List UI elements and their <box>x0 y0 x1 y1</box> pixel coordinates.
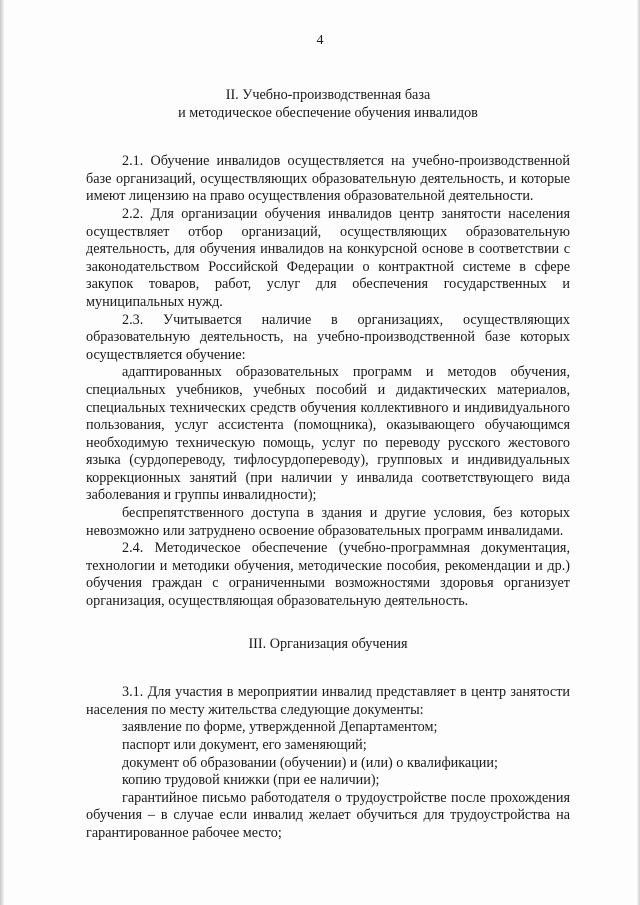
document-body <box>86 87 570 843</box>
page-number: 4 <box>316 33 324 48</box>
document-list-item: заявление по форме, утвержденной Департаментом; <box>122 719 438 736</box>
document-list-item: гарантийное письмо работодателя о трудоустройстве после прохождения обучения – в случае если инвалид желает обучиться для трудоустройства на гарантированное рабочее место; <box>86 789 570 841</box>
document-list-item: документ об образовании (обучении) и (или) о квалификации; <box>122 754 498 771</box>
section-2-title-line-2: и методическое обеспечение обучения инвалидов <box>178 104 478 121</box>
paragraph-2-2: 2.2. Для организации обучения инвалидов центр занятости населения осуществляет отбор организаций, осуществляющих образовательную деятельность, для обучения инвалидов на конкурсной основе в соответствии с законодательством Российской Федерации о контрактной системе в сфере закупок товаров, работ, услуг для обеспечения государственных и муниципальных нужд. <box>86 205 570 310</box>
paragraph-2-1: 2.1. Обучение инвалидов осуществляется на учебно-производственной базе организаций, осуществляющих образовательную деятельность, и которые имеют лицензию на право осуществления образовательной деятельности. <box>86 153 570 205</box>
paragraph-2-3-item-a: адаптированных образовательных программ и методов обучения, специальных учебников, учебных пособий и дидактических материалов, специальных технических средств обучения коллективного и индивидуального пользования, услуг ассистента (помощника), оказывающего обучающимся необходимую техническую помощь, услуг по переводу русского жестового языка (сурдопереводу, тифлосурдопереводу), групповых и индивидуальных коррекционных занятий (при наличии у инвалида соответствующего вида заболевания и группы инвалидности); <box>86 364 570 504</box>
document-list-item: паспорт или документ, его заменяющий; <box>122 737 367 753</box>
section-3-title: III. Организация обучения <box>248 635 408 652</box>
paragraph-2-4: 2.4. Методическое обеспечение (учебно-программная документация, технологии и методики обучения, методические пособия, рекомендации и др.) обучения граждан с ограниченными возможностями здоровья организует организация, осуществляющая образовательную деятельность. <box>86 540 570 610</box>
scan-edge-left <box>0 0 4 905</box>
document-list-item: копию трудовой книжки (при ее наличии); <box>122 772 380 789</box>
paragraph-2-3: 2.3. Учитывается наличие в организациях, осуществляющих образовательную деятельность, на учебно-производственной базе которых осуществляется обучение: <box>86 311 570 363</box>
section-2-heading <box>86 87 570 122</box>
section-2-title-line-1: II. Учебно-производственная база <box>225 87 431 103</box>
paragraph-2-3-item-b: беспрепятственного доступа в здания и другие условия, без которых невозможно или затруднено освоение образовательных программ инвалидами. <box>86 505 570 539</box>
paragraph-3-1: 3.1. Для участия в мероприятии инвалид представляет в центр занятости населения по месту жительства следующие документы: <box>86 684 570 718</box>
